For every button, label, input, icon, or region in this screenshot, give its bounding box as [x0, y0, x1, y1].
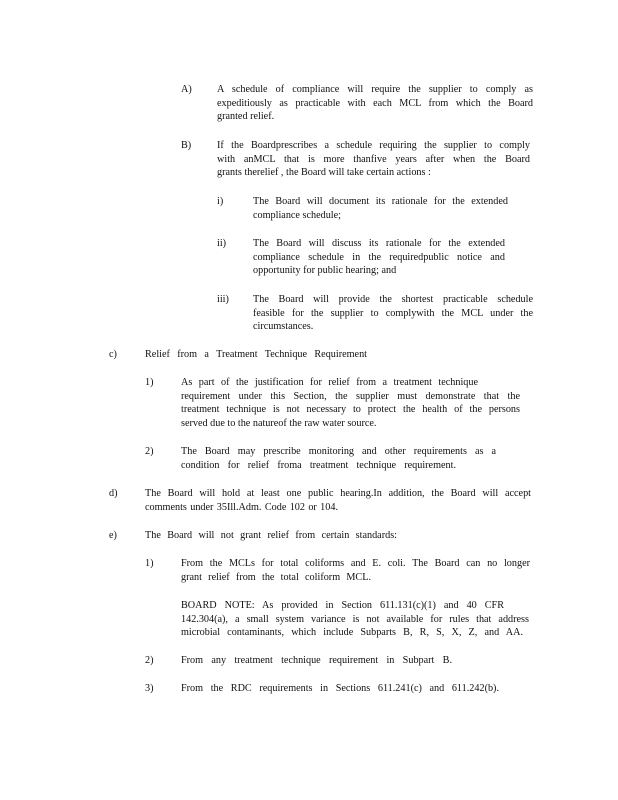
item-Bi-line: compliance schedule; [253, 209, 341, 221]
item-d-line: comments under 35Ill.Adm. Code 102 or 104. [145, 501, 338, 513]
item-e1-line: grant relief from the total coliform MCL. [181, 571, 371, 583]
item-Biii-line: The Board will provide the shortest practicable schedule [253, 294, 533, 305]
item-label-c: c) [109, 349, 117, 360]
item-Bi-line: The Board will document its rationale for the extended [253, 196, 508, 207]
item-Bii-line: compliance schedule in the requiredpublic notice and [253, 251, 505, 263]
item-Bii-line: opportunity for public hearing; and [253, 265, 397, 277]
item-B-text [217, 139, 530, 180]
item-Bii-text [253, 237, 505, 278]
item-d-text [145, 487, 531, 514]
item-e-text [145, 529, 397, 543]
board-note-line: microbial contaminants, which include Subparts B, R, S, X, Z, and AA. [181, 627, 523, 639]
item-A-text [217, 83, 533, 124]
board-note-line: 142.304(a), a small system variance is not available for rules that address [181, 613, 529, 625]
item-Biii-line: circumstances. [253, 321, 314, 333]
item-c1-line: served due to the natureof the raw water source. [181, 417, 377, 429]
item-c2-text [181, 445, 496, 472]
item-Bii-line: The Board will discuss its rationale for the extended [253, 238, 505, 249]
item-c2-line: condition for relief froma treatment technique requirement. [181, 459, 456, 471]
item-label-Bi: i) [217, 196, 224, 207]
item-label-d: d) [109, 488, 118, 499]
item-e1-line: From the MCLs for total coliforms and E. coli. The Board can no longer [181, 558, 530, 569]
item-label-e: e) [109, 530, 117, 541]
item-c1-line: requirement under this Section, the supplier must demonstrate that the [181, 390, 520, 402]
item-A-line: A schedule of compliance will require the supplier to comply as [217, 84, 533, 95]
item-B-line: If the Boardprescribes a schedule requiring the supplier to comply [217, 140, 530, 151]
item-B-line: grants therelief , the Board will take certain actions : [217, 167, 431, 179]
item-label-e3: 3) [145, 683, 154, 694]
item-Bi-text [253, 195, 508, 222]
item-e3-text [181, 682, 499, 696]
item-label-B: B) [181, 140, 192, 151]
item-c1-line: treatment technique is not necessary to protect the health of the persons [181, 404, 520, 416]
item-Biii-text [253, 293, 533, 334]
item-e-line: The Board will not grant relief from certain standards: [145, 530, 397, 541]
board-note-line: BOARD NOTE: As provided in Section 611.131(c)(1) and 40 CFR [181, 600, 504, 611]
item-label-e1: 1) [145, 558, 154, 569]
item-label-Biii: iii) [217, 294, 229, 305]
item-A-line: granted relief. [217, 111, 275, 123]
item-c1-text [181, 376, 520, 430]
item-B-line: with anMCL that is more thanfive years after when the Board [217, 153, 530, 165]
item-label-Bii: ii) [217, 238, 227, 249]
board-note [181, 599, 529, 640]
item-e1-text [181, 557, 530, 584]
item-Biii-line: feasible for the supplier to complywith the MCL under the [253, 307, 533, 319]
item-A-line: expeditiously as practicable with each MCL from which the Board [217, 97, 533, 109]
item-label-A: A) [181, 84, 192, 95]
item-e2-line: From any treatment technique requirement in Subpart B. [181, 655, 452, 666]
item-label-c1: 1) [145, 377, 154, 388]
item-c-text [145, 348, 367, 362]
item-e3-line: From the RDC requirements in Sections 611.241(c) and 611.242(b). [181, 683, 499, 694]
item-label-c2: 2) [145, 446, 154, 457]
item-c-heading: Relief from a Treatment Technique Requirement [145, 349, 367, 360]
item-c1-line: As part of the justification for relief from a treatment technique [181, 377, 478, 388]
item-label-e2: 2) [145, 655, 154, 666]
item-c2-line: The Board may prescribe monitoring and other requirements as a [181, 446, 496, 457]
item-e2-text [181, 654, 452, 668]
item-d-line: The Board will hold at least one public hearing.In addition, the Board will accept [145, 488, 531, 499]
